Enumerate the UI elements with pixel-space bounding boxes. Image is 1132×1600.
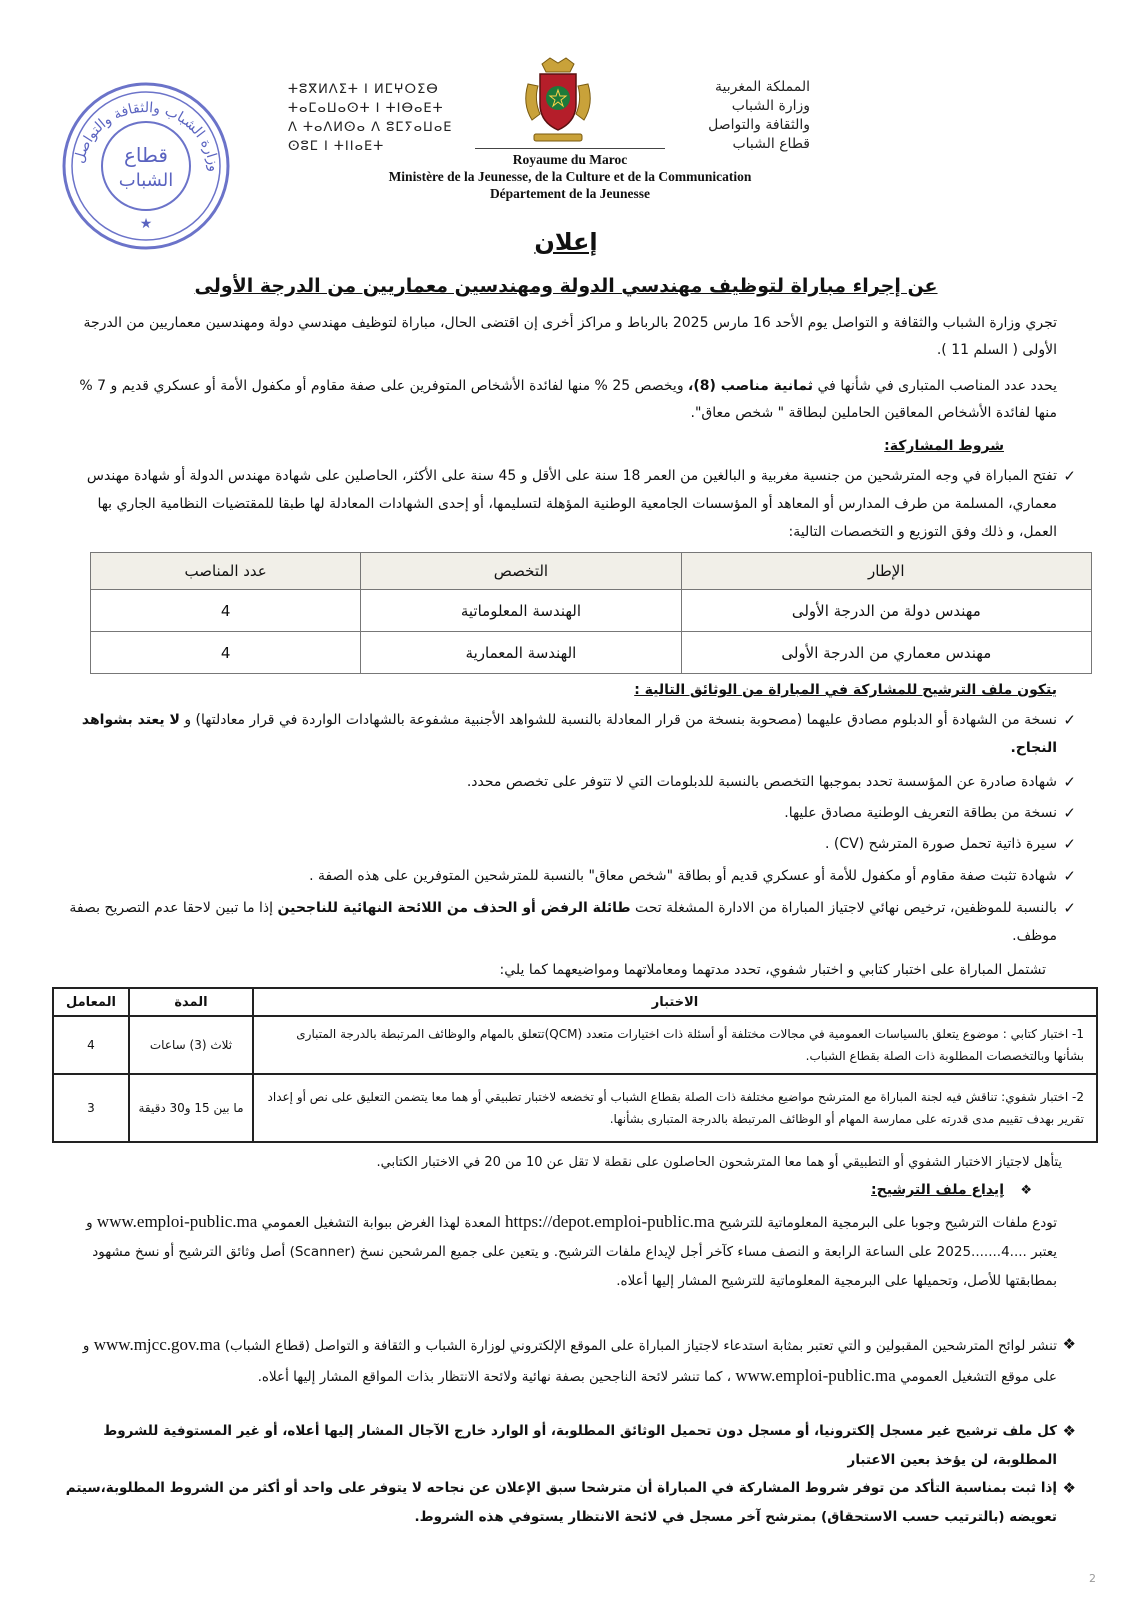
notice-lists: [57, 1330, 1057, 1392]
posts-count: ثمانية مناصب (8)،: [688, 378, 813, 394]
checkmark-icon: ✓: [1063, 711, 1076, 729]
coat-of-arms-icon: [512, 54, 604, 146]
table-header-row: [91, 553, 1092, 590]
deposit-text: المعدة لهذا الغرض ببوابة التشغيل العمومي: [261, 1215, 501, 1231]
depot-link[interactable]: https://depot.emploi-public.ma: [505, 1212, 715, 1231]
emploi-public-link[interactable]: www.emploi-public.ma: [735, 1366, 896, 1385]
intro-paragraph-1: تجري وزارة الشباب والثقافة و التواصل يوم الأحد 16 مارس 2025 بالرباط و مراكز أخرى إن اقتضى الحال، مباراة لتوظيف مهندسي دولة ومهندسين معماريين من الدرجة الأولى ( السلم 11 ).: [83, 315, 1057, 358]
document-item: شهادة تثبت صفة مقاوم أو مكفول للأمة أو عسكري قديم أو بطاقة "شخص معاق" بالنسبة للمترشحين المتوفرين على هذه الصفة .: [309, 868, 1057, 884]
conditions-text: تفتح المباراة في وجه المترشحين من جنسية مغربية و البالغين من العمر 18 سنة على الأقل و 45 سنة على الأكثر، الحاصلين على شهادة مهندس الدولة أو شهادة مهندس معماري، المسلمة من طرف المدارس أو المعاهد أو المؤسسات الجامعية الوطنية المؤهلة لتسليمها، أو إحدى الشهادات المعادلة لها طبقا للمقتضيات النظامية الجاري بها العمل، و ذلك وفق التوزيع و التخصصات التالية:: [86, 468, 1057, 540]
document-text: نسخة من الشهادة أو الدبلوم مصادق عليهما (مصحوبة بنسخة من قرار المعادلة بالنسبة للشواهد الأجنبية مشفوعة بالشهادات الواردة في قرار معادلتها) و: [184, 712, 1057, 728]
notice-replacement: إذا ثبت بمناسبة التأكد من توفر شروط المشاركة في المباراة أن مترشحا سبق الإعلان عن نجاحه لا يتوفر على واحد أو أكثر من الشروط المطلوبة،سيتم تعويضه (بالترتيب حسب الاستحقاق) بمترشح آخر مسجل في لائحة الانتظار يستوفي هذه الشروط.: [65, 1480, 1057, 1525]
arabic-header: [610, 78, 810, 154]
ministry-stamp: [60, 80, 232, 252]
column-header: الإطار: [681, 553, 1091, 590]
document-note: لا يعتد بشواهد النجاح.: [81, 712, 1057, 756]
arabic-header-line: قطاع الشباب: [732, 136, 810, 152]
intro-text: يحدد عدد المناصب المتبارى في شأنها في: [817, 378, 1057, 394]
exam-intro: تشتمل المباراة على اختبار كتابي و اختبار شفوي، تحدد مدتهما ومعاملاتهما ومواضيعهما كما يلي:: [499, 962, 1046, 978]
intro-text: ويخصص 25 % منها لفائدة الأشخاص المتوفرين على صفة مقاوم أو مكفول الأمة أو عسكري قديم و 7 % منها لفائدة الأشخاص المعاقين الحاملين لبطاقة " شخص معاق".: [79, 378, 1057, 421]
table-row: [53, 1074, 1097, 1142]
tifinagh-line: ⴷ ⵜⴰⴷⵍⵙⴰ ⴷ ⵓⵎⵢⴰⵡⴰⴹ: [288, 120, 453, 135]
emploi-public-link[interactable]: www.emploi-public.ma: [96, 1212, 258, 1231]
checkmark-icon: ✓: [1063, 804, 1076, 822]
arabic-header-line: والثقافة والتواصل: [708, 117, 810, 133]
documents-heading: يتكون ملف الترشيح للمشاركة في المباراة من الوثائق التالية :: [634, 682, 1057, 698]
document-text: إذا ما تبين لاحقا عدم التصريح بصفة موظف.: [69, 900, 1057, 944]
column-header: عدد المناصب: [91, 553, 361, 590]
diamond-bullet-icon: ❖: [1062, 1479, 1076, 1497]
deposit-deadline: و يعتبر ....4.......2025: [86, 1215, 1057, 1260]
deposit-text: على الساعة الرابعة و النصف مساء كآخر أجل لإيداع ملفات الترشيح. و يتعين على جميع المرشحين نسخ (Scanner) أصل وثائق الترشيح أو نسخ مشهود بمطابقتها للأصل، وتحميلها على البرمجية المعلوماتية للترشيح المشار إليها أعلاه.: [92, 1244, 1057, 1289]
star-icon: ★: [139, 216, 153, 232]
conditions-heading: شروط المشاركة:: [884, 438, 1004, 454]
checkmark-icon: ✓: [1063, 867, 1076, 885]
table-cell: الهندسة المعمارية: [361, 632, 681, 674]
stamp-center-line1: قطاع: [124, 143, 168, 167]
deposit-paragraph: [67, 1207, 1057, 1296]
column-header: الاختبار: [253, 988, 1097, 1016]
page-title: إعلان: [534, 228, 598, 256]
notice-text: و على موقع التشغيل العمومي: [82, 1338, 1057, 1385]
table-row: [91, 590, 1092, 632]
table-row: [53, 1016, 1097, 1074]
checkmark-icon: ✓: [1063, 899, 1076, 917]
stamp-ring-text: وزارة الشباب والثقافة والتواصل: [71, 99, 222, 173]
notice-rejection: كل ملف ترشيح غير مسجل إلكترونيا، أو مسجل دون تحميل الوثائق المطلوبة، أو الوارد خارج الآجال المشار إليها أعلاه، أو غير المستوفية للشروط المطلوبة، لن يؤخذ بعين الاعتبار: [103, 1423, 1057, 1468]
column-header: المدة: [129, 988, 253, 1016]
document-item: [57, 706, 1057, 762]
diamond-bullet-icon: ❖: [1062, 1422, 1076, 1440]
french-header-line: Ministère de la Jeunesse, de la Culture et de la Communication: [388, 169, 752, 184]
intro-paragraph-2: [67, 373, 1057, 427]
arabic-header-line: المملكة المغربية: [714, 79, 810, 95]
exam-description: 1- اختبار كتابي : موضوع يتعلق بالسياسات العمومية في مجالات مختلفة أو أسئلة ذات اختيارات متعدد (QCM)تتعلق بالمهام والوظائف المرتبطة بالدرجة المتبارى بشأنها وبالتخصصات المطلوبة ذات الصلة بقطاع الشباب.: [253, 1016, 1097, 1074]
page-subtitle: عن إجراء مباراة لتوظيف مهندسي الدولة ومهندسين معماريين من الدرجة الأولى: [194, 275, 938, 297]
posts-table: [90, 552, 1092, 674]
exam-coefficient: 4: [53, 1016, 129, 1074]
document-item: نسخة من بطاقة التعريف الوطنية مصادق عليها.: [784, 805, 1057, 821]
table-cell: 4: [91, 590, 361, 632]
checkmark-icon: ✓: [1063, 835, 1076, 853]
checkmark-icon: ✓: [1063, 773, 1076, 791]
mjcc-link[interactable]: www.mjcc.gov.ma: [93, 1335, 221, 1354]
tifinagh-line: ⵜⵓⴳⵍⴷⵉⵜ ⵏ ⵍⵎⵖⵔⵉⴱ: [288, 82, 439, 97]
table-cell: مهندس دولة من الدرجة الأولى: [681, 590, 1091, 632]
table-cell: 4: [91, 632, 361, 674]
stamp-center-line2: الشباب: [118, 170, 174, 191]
french-header-line: Département de la Jeunesse: [489, 186, 651, 201]
document-item: شهادة صادرة عن المؤسسة تحدد بموجبها التخصص بالنسبة للدبلومات التي لا تتوفر على تخصص محدد.: [466, 774, 1057, 790]
document-text: بالنسبة للموظفين، ترخيص نهائي لاجتياز المباراة من الادارة المشغلة تحت: [634, 900, 1057, 916]
exam-coefficient: 3: [53, 1074, 129, 1142]
diamond-bullet-icon: ❖: [1020, 1183, 1032, 1198]
checkmark-icon: ✓: [1063, 467, 1076, 485]
exam-duration: ثلاث (3) ساعات: [129, 1016, 253, 1074]
column-header: المعامل: [53, 988, 129, 1016]
tifinagh-header: [288, 80, 488, 156]
document-warning: طائلة الرفض أو الحذف من اللائحة النهائية للناجحين: [277, 900, 631, 916]
tifinagh-line: ⵜⴰⵎⴰⵡⴰⵙⵜ ⵏ ⵜⵏⴱⴰⴹⵜ: [288, 101, 444, 116]
header-divider: [475, 148, 665, 149]
exam-note: يتأهل لاجتياز الاختبار الشفوي أو التطبيقي أو هما معا المترشحون الحاصلون على نقطة لا تقل عن 10 من 20 في الاختبار الكتابي.: [376, 1155, 1062, 1170]
table-row: [91, 632, 1092, 674]
french-header: [300, 148, 840, 202]
document-item: [57, 894, 1057, 950]
column-header: التخصص: [361, 553, 681, 590]
notice-text: ، كما تنشر لائحة الناجحين بصفة نهائية ولائحة الانتظار بذات المواقع المشار إليها أعلاه.: [257, 1369, 732, 1385]
deposit-heading: إيداع ملف الترشيح:: [871, 1182, 1004, 1198]
french-header-line: Royaume du Maroc: [512, 152, 628, 167]
table-header-row: [53, 988, 1097, 1016]
diamond-bullet-icon: ❖: [1062, 1335, 1076, 1353]
table-cell: مهندس معماري من الدرجة الأولى: [681, 632, 1091, 674]
exam-duration: ما بين 15 و30 دقيقة: [129, 1074, 253, 1142]
notice-text: تنشر لوائح المترشحين المقبولين و التي تعتبر بمثابة استدعاء لاجتياز المباراة على الموقع الإلكتروني لوزارة الشباب و الثقافة و التواصل (قطاع الشباب): [224, 1338, 1057, 1354]
deposit-text: تودع ملفات الترشيح وجوبا على البرمجية المعلوماتية للترشيح: [718, 1215, 1057, 1231]
exam-table: [52, 987, 1098, 1143]
tifinagh-line: ⵙⵓⵎ ⵏ ⵜⵏⵏⴰⴹⵜ: [288, 139, 385, 154]
table-cell: الهندسة المعلوماتية: [361, 590, 681, 632]
document-item: سيرة ذاتية تحمل صورة المترشح (CV) .: [824, 836, 1057, 852]
exam-description: 2- اختبار شفوي: تناقش فيه لجنة المباراة مع المترشح مواضيع مختلفة ذات الصلة بقطاع الشباب أو تخضعه لاختبار تطبيقي أو هما معا يتضمن التعليق على نص أو إعداد تقرير بهدف تقييم مدى قدرته على ممارسة المهام أو الوظائف المرتبطة بالدرجة المتبارى بشأنها.: [253, 1074, 1097, 1142]
page-number: 2: [1089, 1572, 1096, 1585]
arabic-header-line: وزارة الشباب: [731, 98, 810, 114]
